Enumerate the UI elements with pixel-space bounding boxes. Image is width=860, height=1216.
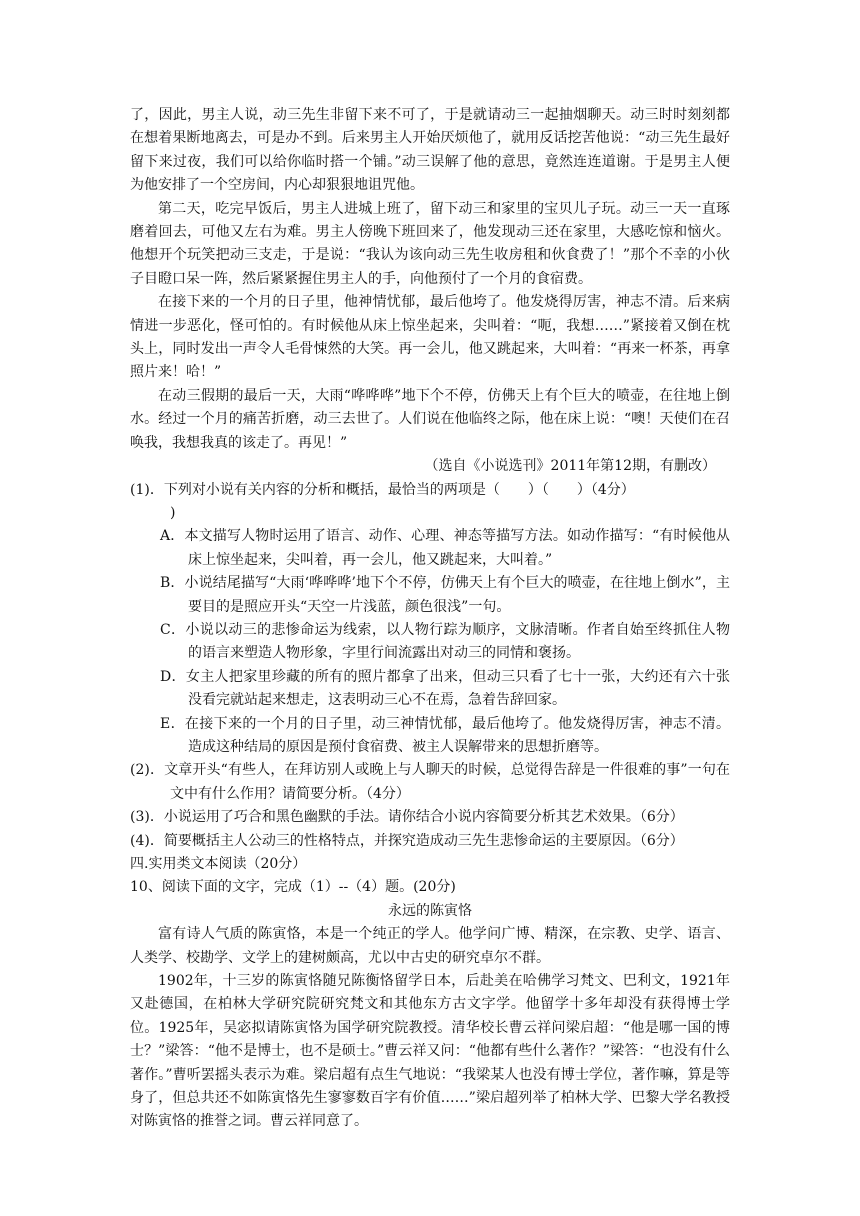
story-paragraph-3: 在接下来的一个月的日子里，他神情忧郁，最后他垮了。他发烧得厉害，神志不清。后来病情进一步恶化，怪可怕的。有时候他从床上惊坐起来，尖叫着：“呃，我想……”紧接着又倒在枕头上，同时发出一声令人毛骨悚然的大笑。再一会儿，他又跳起来，大叫着：“再来一杯茶，再拿照片来！哈！”	[130, 294, 730, 381]
question-4: (4)．简要概括主人公动三的性格特点，并探究造成动三先生悲惨命运的主要原因。（6分）	[130, 832, 684, 849]
article-paragraph-2: 1902年，十三岁的陈寅恪随兄陈衡恪留学日本，后赴美在哈佛学习梵文、巴利文，1921年又赴德国，在柏林大学研究院研究梵文和其他东方古文字学。他留学十多年却没有获得博士学位。1925年，吴宓拟请陈寅恪为国学研究院教授。清华校长曹云祥问梁启超：“他是哪一国的博士？”梁答：“他不是博士，也不是硕士。”曹云祥又问：“他都有些什么著作？”梁答：“也没有什么著作。”曹听罢摇头表示为难。梁启超有点生气地说：“我梁某人也没有博士学位，著作嘛，算是等身了，但总共还不如陈寅恪先生寥寥数百字有价值……”梁启超列举了柏林大学、巴黎大学名教授对陈寅恪的推誉之词。曹云祥同意了。	[130, 973, 730, 1130]
question-1-option-c: C．小说以动三的悲惨命运为线索，以人物行踪为顺序，文脉清晰。作者自始至终抓住人物的语言来塑造人物形象，字里行间流露出对动三的同情和褒扬。	[160, 621, 730, 662]
story-paragraph-2: 第二天，吃完早饭后，男主人进城上班了，留下动三和家里的宝贝儿子玩。动三一天一直琢磨着回去，可他又左右为难。男主人傍晚下班回来了，他发现动三还在家里，大感吃惊和恼火。他想开个玩笑把动三支走，于是说：“我认为该向动三先生收房租和伙食费了！”那个不幸的小伙子目瞪口呆一阵，然后紧紧握住男主人的手，向他预付了一个月的食宿费。	[130, 200, 730, 287]
article-title: 永远的陈寅恪	[388, 902, 472, 919]
question-1-option-d: D．女主人把家里珍藏的所有的照片都拿了出来，但动三只看了七十一张，大约还有六十张没看完就站起来想走，这表明动三心不在焉，急着告辞回家。	[160, 668, 730, 709]
document-body	[130, 104, 730, 1134]
question-1-stem: (1)．下列对小说有关内容的分析和概括，最恰当的两项是（ ）（ ）（4分）	[130, 481, 635, 498]
section-4-heading: 四.实用类文本阅读（20分）	[130, 856, 307, 872]
question-1-option-e: E．在接下来的一个月的日子里，动三神情忧郁，最后他垮了。他发烧得厉害，神志不清。造成这种结局的原因是预付食宿费、被主人误解带来的思想折磨等。	[160, 715, 730, 755]
story-paragraph-1: 了，因此，男主人说，动三先生非留下来不可了，于是就请动三一起抽烟聊天。动三时时刻刻都在想着果断地离去，可是办不到。后来男主人开始厌烦他了，就用反话挖苦他说：“动三先生最好留下来过夜，我们可以给你临时搭一个铺。”动三误解了他的意思，竟然连连道谢。于是男主人便为他安排了一个空房间，内心却狠狠地诅咒他。	[130, 107, 730, 194]
question-1-option-a: A．本文描写人物时运用了语言、动作、心理、神态等描写方法。如动作描写：“有时候他从床上惊坐起来，尖叫着，再一会儿，他又跳起来，大叫着。”	[160, 528, 730, 568]
story-paragraph-4: 在动三假期的最后一天，大雨“哗哗哗”地下个不停，仿佛天上有个巨大的喷壶，在往地上倒水。经过一个月的痛苦折磨，动三去世了。人们说在他临终之际，他在床上说：“噢！天使们在召唤我，我想我真的该走了。再见！”	[130, 387, 730, 451]
question-2: (2)．文章开头“有些人，在拜访别人或晚上与人聊天的时候，总觉得告辞是一件很难的事”一句在文中有什么作用？请简要分析。（4分）	[130, 762, 730, 802]
question-1-tail: )	[170, 504, 176, 521]
question-3: (3)．小说运用了巧合和黑色幽默的手法。请你结合小说内容简要分析其艺术效果。（6分）	[130, 809, 684, 826]
story-source: （选自《小说选刊》2011年第12期，有删改）	[424, 458, 716, 475]
question-1-option-b: B．小说结尾描写“大雨‘哗哗哗’地下个不停，仿佛天上有个巨大的喷壶，在往地上倒水”，主要目的是照应开头“天空一片浅蓝，颜色很浅”一句。	[160, 575, 730, 615]
article-paragraph-1: 富有诗人气质的陈寅恪，本是一个纯正的学人。他学问广博、精深，在宗教、史学、语言、人类学、校勘学、文学上的建树颇高，尤以中古史的研究卓尔不群。	[130, 926, 730, 966]
section-4-instruction: 10、阅读下面的文字，完成（1）--（4）题。(20分)	[130, 879, 456, 896]
